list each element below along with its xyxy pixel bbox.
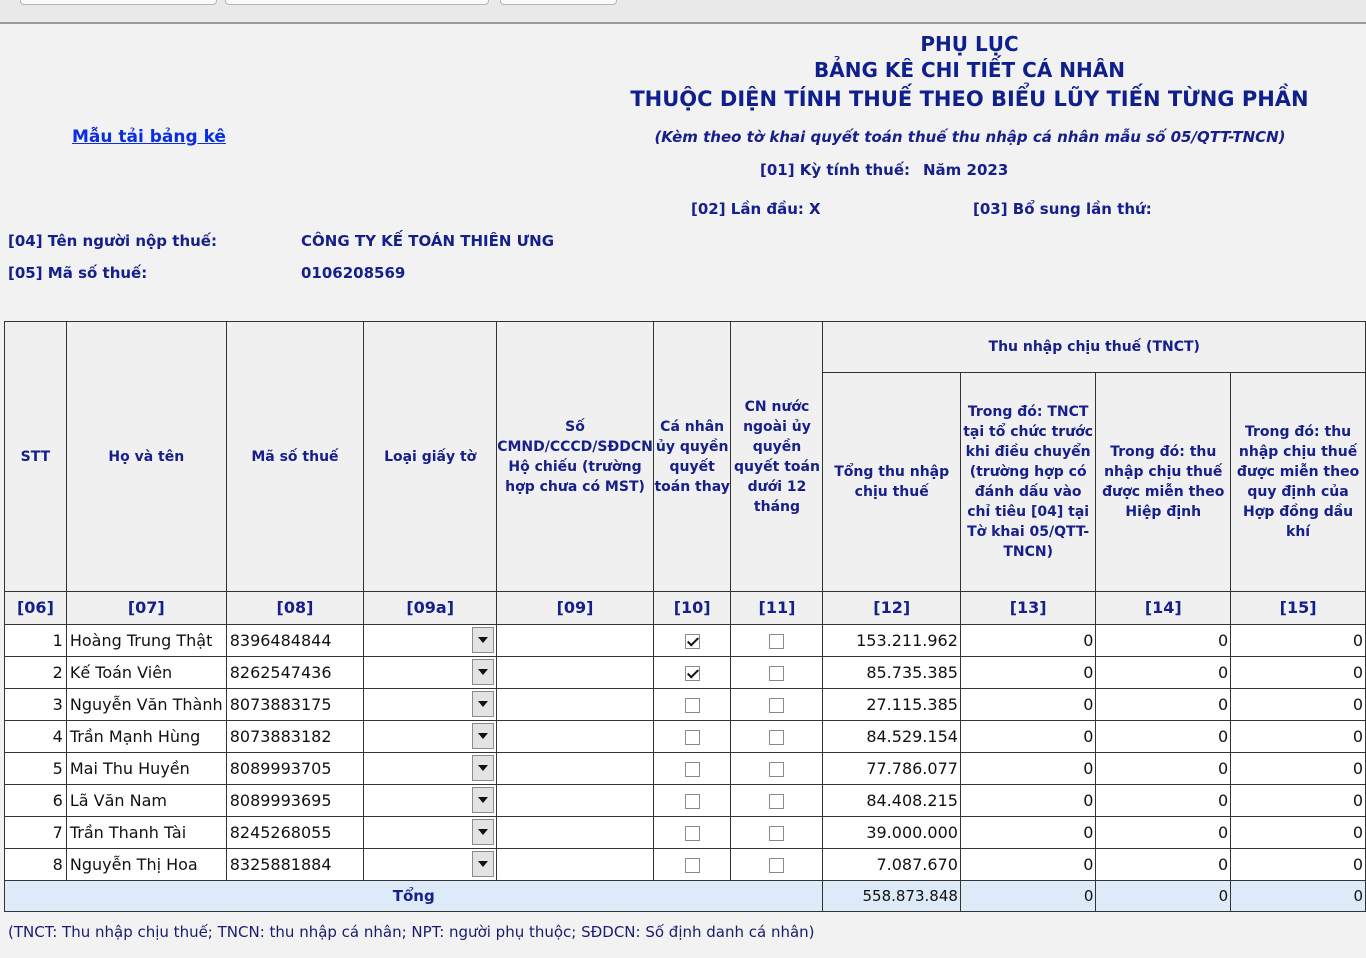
chevron-down-icon[interactable]	[472, 755, 494, 781]
tax-code-label: [05] Mã số thuế:	[8, 264, 148, 282]
row-doc-type-select[interactable]	[364, 625, 497, 657]
row-total-tnct-input[interactable]: 84.529.154	[823, 721, 960, 753]
row-id-number-input[interactable]	[497, 689, 654, 721]
supplement-label: [03] Bổ sung lần thứ:	[973, 200, 1152, 218]
row-c15-input[interactable]: 0	[1231, 817, 1366, 849]
row-id-number-input[interactable]	[497, 785, 654, 817]
table-row	[5, 753, 1366, 785]
foreign-checkbox[interactable]	[769, 666, 784, 681]
code-08: [08]	[226, 592, 363, 625]
row-doc-type-select[interactable]	[364, 753, 497, 785]
taxpayer-name-value: CÔNG TY KẾ TOÁN THIÊN ƯNG	[301, 232, 555, 250]
row-id-number-input[interactable]	[497, 657, 654, 689]
row-c14-input[interactable]: 0	[1096, 625, 1231, 657]
total-tnct-sum: 558.873.848	[823, 881, 960, 912]
header-tnct-treaty: Trong đó: thu nhập chịu thuế được miễn theo Hiệp định	[1096, 373, 1231, 592]
row-name-input[interactable]: Trần Thanh Tài	[66, 817, 226, 849]
row-authorized-cell	[653, 657, 731, 689]
header-name: Họ và tên	[66, 322, 226, 592]
chevron-down-icon[interactable]	[472, 723, 494, 749]
row-total-tnct-input[interactable]: 153.211.962	[823, 625, 960, 657]
title-phu-luc: PHỤ LỤC	[920, 32, 1019, 56]
title-bang-ke: BẢNG KÊ CHI TIẾT CÁ NHÂN	[814, 58, 1125, 82]
row-c14-input[interactable]: 0	[1096, 657, 1231, 689]
row-stt: 4	[5, 721, 67, 753]
row-c13-input[interactable]: 0	[960, 753, 1095, 785]
row-mst-input[interactable]: 8245268055	[226, 817, 363, 849]
subtitle: (Kèm theo tờ khai quyết toán thuế thu nhập cá nhân mẫu số 05/QTT-TNCN)	[654, 128, 1286, 146]
chevron-down-icon[interactable]	[472, 787, 494, 813]
header-mst: Mã số thuế	[226, 322, 363, 592]
table-row	[5, 785, 1366, 817]
chevron-down-icon[interactable]	[472, 627, 494, 653]
row-id-number-input[interactable]	[497, 849, 654, 881]
row-c14-input[interactable]: 0	[1096, 689, 1231, 721]
row-id-number-input[interactable]	[497, 625, 654, 657]
total-label: Tổng	[5, 881, 823, 912]
row-foreign-cell	[731, 753, 823, 785]
authorized-checkbox[interactable]	[685, 794, 700, 809]
row-authorized-cell	[653, 849, 731, 881]
code-09: [09]	[497, 592, 654, 625]
header-doc-type: Loại giấy tờ	[364, 322, 497, 592]
row-mst-input[interactable]: 8262547436	[226, 657, 363, 689]
row-foreign-cell	[731, 817, 823, 849]
total-c15-sum: 0	[1231, 881, 1366, 912]
authorized-checkbox[interactable]	[685, 666, 700, 681]
row-c15-input[interactable]: 0	[1231, 625, 1366, 657]
row-stt: 5	[5, 753, 67, 785]
authorized-checkbox[interactable]	[685, 634, 700, 649]
row-authorized-cell	[653, 817, 731, 849]
code-15: [15]	[1231, 592, 1366, 625]
row-mst-input[interactable]: 8073883175	[226, 689, 363, 721]
row-foreign-cell	[731, 721, 823, 753]
header-authorized: Cá nhân ủy quyền quyết toán thay	[653, 322, 731, 592]
row-c13-input[interactable]: 0	[960, 657, 1095, 689]
row-c14-input[interactable]: 0	[1096, 753, 1231, 785]
row-authorized-cell	[653, 689, 731, 721]
row-stt: 8	[5, 849, 67, 881]
taxpayer-name-label: [04] Tên người nộp thuế:	[8, 232, 217, 250]
row-authorized-cell	[653, 625, 731, 657]
row-stt: 1	[5, 625, 67, 657]
code-13: [13]	[960, 592, 1095, 625]
row-foreign-cell	[731, 849, 823, 881]
row-foreign-cell	[731, 657, 823, 689]
table-row	[5, 657, 1366, 689]
table-row	[5, 625, 1366, 657]
header-total-tnct: Tổng thu nhập chịu thuế	[823, 373, 960, 592]
authorized-checkbox[interactable]	[685, 826, 700, 841]
row-c13-input[interactable]: 0	[960, 849, 1095, 881]
chevron-down-icon[interactable]	[472, 819, 494, 845]
row-doc-type-select[interactable]	[364, 721, 497, 753]
row-doc-type-select[interactable]	[364, 785, 497, 817]
row-name-input[interactable]: Lã Văn Nam	[66, 785, 226, 817]
top-toolbar	[0, 0, 1366, 24]
chevron-down-icon[interactable]	[472, 691, 494, 717]
toolbar-button[interactable]	[20, 0, 217, 5]
foreign-checkbox[interactable]	[769, 698, 784, 713]
table-row	[5, 817, 1366, 849]
code-06: [06]	[5, 592, 67, 625]
chevron-down-icon[interactable]	[472, 659, 494, 685]
download-template-link[interactable]: Mẫu tải bảng kê	[72, 127, 226, 147]
row-mst-input[interactable]: 8073883182	[226, 721, 363, 753]
code-07: [07]	[66, 592, 226, 625]
authorized-checkbox[interactable]	[685, 858, 700, 873]
table-row	[5, 849, 1366, 881]
row-total-tnct-input[interactable]: 85.735.385	[823, 657, 960, 689]
row-c15-input[interactable]: 0	[1231, 849, 1366, 881]
total-c14-sum: 0	[1096, 881, 1231, 912]
row-id-number-input[interactable]	[497, 817, 654, 849]
title-bieu-luy-tien: THUỘC DIỆN TÍNH THUẾ THEO BIỂU LŨY TIẾN TỪNG PHẦN	[630, 87, 1309, 111]
foreign-checkbox[interactable]	[769, 730, 784, 745]
row-name-input[interactable]: Nguyễn Thị Hoa	[66, 849, 226, 881]
authorized-checkbox[interactable]	[685, 698, 700, 713]
row-c13-input[interactable]: 0	[960, 817, 1095, 849]
row-mst-input[interactable]: 8396484844	[226, 625, 363, 657]
total-row	[5, 881, 1366, 912]
tax-code-value: 0106208569	[301, 264, 406, 282]
code-11: [11]	[731, 592, 823, 625]
row-stt: 2	[5, 657, 67, 689]
row-total-tnct-input[interactable]: 77.786.077	[823, 753, 960, 785]
row-mst-input[interactable]: 8325881884	[226, 849, 363, 881]
row-c13-input[interactable]: 0	[960, 689, 1095, 721]
row-doc-type-select[interactable]	[364, 817, 497, 849]
row-c13-input[interactable]: 0	[960, 721, 1095, 753]
row-c14-input[interactable]: 0	[1096, 785, 1231, 817]
row-foreign-cell	[731, 689, 823, 721]
code-14: [14]	[1096, 592, 1231, 625]
row-mst-input[interactable]: 8089993705	[226, 753, 363, 785]
row-doc-type-select[interactable]	[364, 849, 497, 881]
row-total-tnct-input[interactable]: 27.115.385	[823, 689, 960, 721]
code-10: [10]	[653, 592, 731, 625]
header-id-number: Số CMND/CCCD/SĐDCN Hộ chiếu (trường hợp chưa có MST)	[497, 322, 654, 592]
code-09a: [09a]	[364, 592, 497, 625]
row-authorized-cell	[653, 785, 731, 817]
row-name-input[interactable]: Kế Toán Viên	[66, 657, 226, 689]
foreign-checkbox[interactable]	[769, 794, 784, 809]
authorized-checkbox[interactable]	[685, 730, 700, 745]
row-stt: 7	[5, 817, 67, 849]
row-name-input[interactable]: Hoàng Trung Thật	[66, 625, 226, 657]
total-c13-sum: 0	[960, 881, 1095, 912]
footnote: (TNCT: Thu nhập chịu thuế; TNCN: thu nhập cá nhân; NPT: người phụ thuộc; SĐDCN: Số định danh cá nhân)	[8, 923, 815, 941]
row-doc-type-select[interactable]	[364, 689, 497, 721]
foreign-checkbox[interactable]	[769, 762, 784, 777]
foreign-checkbox[interactable]	[769, 826, 784, 841]
row-authorized-cell	[653, 753, 731, 785]
table-row	[5, 689, 1366, 721]
row-total-tnct-input[interactable]: 7.087.670	[823, 849, 960, 881]
row-id-number-input[interactable]	[497, 753, 654, 785]
row-total-tnct-input[interactable]: 84.408.215	[823, 785, 960, 817]
tax-period-label: [01] Kỳ tính thuế:	[760, 161, 911, 179]
row-c15-input[interactable]: 0	[1231, 657, 1366, 689]
row-c14-input[interactable]: 0	[1096, 817, 1231, 849]
header-tnct-oil: Trong đó: thu nhập chịu thuế được miễn theo quy định của Hợp đồng dầu khí	[1231, 373, 1366, 592]
header-stt: STT	[5, 322, 67, 592]
header-tnct-group: Thu nhập chịu thuế (TNCT)	[823, 322, 1366, 373]
row-c14-input[interactable]: 0	[1096, 849, 1231, 881]
first-time-value: X	[809, 200, 821, 218]
row-stt: 3	[5, 689, 67, 721]
employee-table	[4, 321, 1366, 912]
row-doc-type-select[interactable]	[364, 657, 497, 689]
header-tnct-prev-org: Trong đó: TNCT tại tổ chức trước khi điều chuyển (trường hợp có đánh dấu vào chỉ tiêu [04] tại Tờ khai 05/QTT-TNCN)	[960, 373, 1095, 592]
row-stt: 6	[5, 785, 67, 817]
row-c15-input[interactable]: 0	[1231, 689, 1366, 721]
row-id-number-input[interactable]	[497, 721, 654, 753]
row-foreign-cell	[731, 785, 823, 817]
row-c15-input[interactable]: 0	[1231, 753, 1366, 785]
header-foreign: CN nước ngoài ủy quyền quyết toán dưới 12 tháng	[731, 322, 823, 592]
foreign-checkbox[interactable]	[769, 634, 784, 649]
row-c13-input[interactable]: 0	[960, 625, 1095, 657]
row-c14-input[interactable]: 0	[1096, 721, 1231, 753]
toolbar-button[interactable]	[500, 0, 617, 5]
row-name-input[interactable]: Mai Thu Huyền	[66, 753, 226, 785]
row-name-input[interactable]: Trần Mạnh Hùng	[66, 721, 226, 753]
chevron-down-icon[interactable]	[472, 851, 494, 877]
row-name-input[interactable]: Nguyễn Văn Thành	[66, 689, 226, 721]
code-12: [12]	[823, 592, 960, 625]
foreign-checkbox[interactable]	[769, 858, 784, 873]
row-total-tnct-input[interactable]: 39.000.000	[823, 817, 960, 849]
tax-period-value: Năm 2023	[923, 161, 1009, 179]
row-c15-input[interactable]: 0	[1231, 721, 1366, 753]
table-row	[5, 721, 1366, 753]
row-c15-input[interactable]: 0	[1231, 785, 1366, 817]
row-c13-input[interactable]: 0	[960, 785, 1095, 817]
toolbar-button[interactable]	[225, 0, 489, 5]
row-mst-input[interactable]: 8089993695	[226, 785, 363, 817]
first-time-label: [02] Lần đầu:	[691, 200, 804, 218]
authorized-checkbox[interactable]	[685, 762, 700, 777]
row-foreign-cell	[731, 625, 823, 657]
row-authorized-cell	[653, 721, 731, 753]
